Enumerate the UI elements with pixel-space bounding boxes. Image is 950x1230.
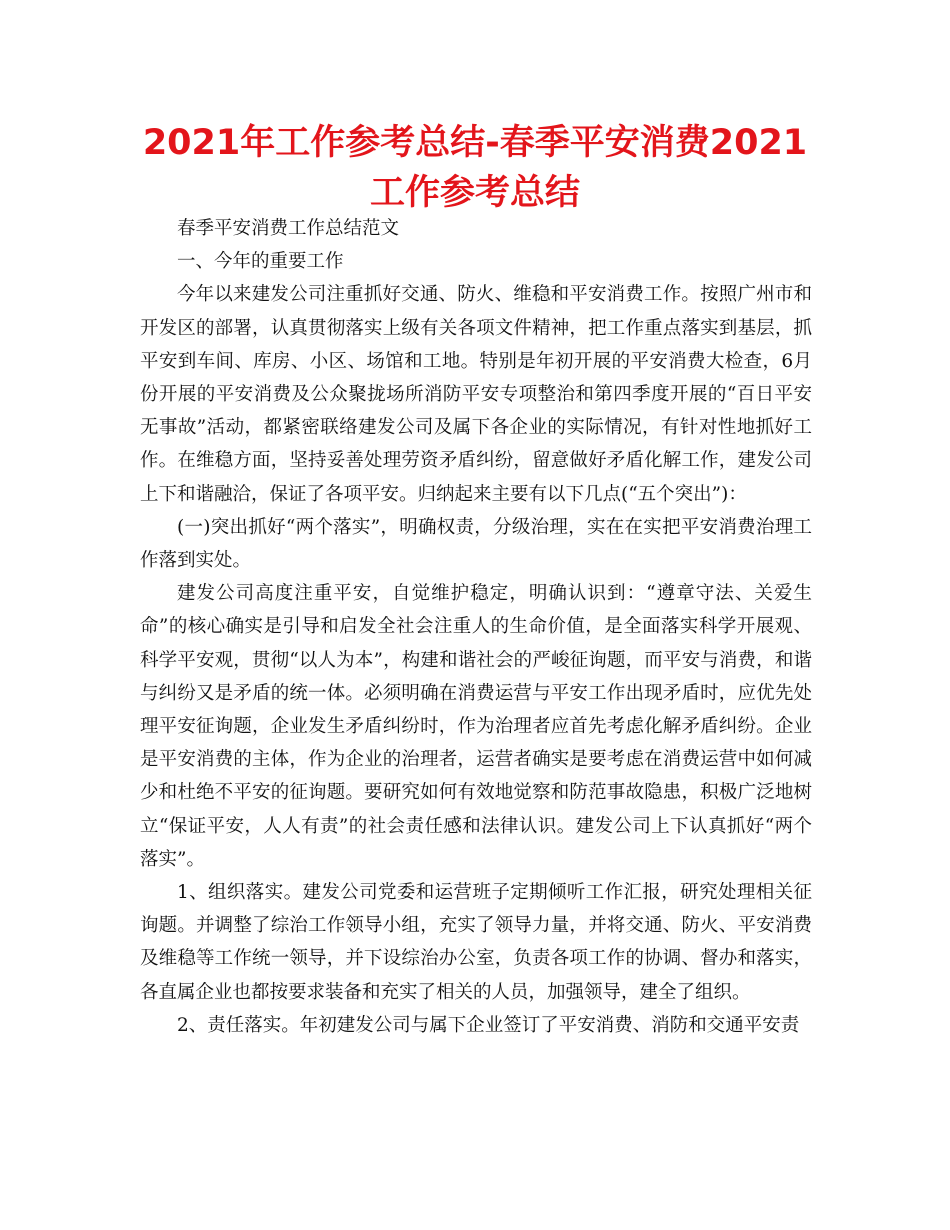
- body-paragraph: 1、组织落实。建发公司党委和运营班子定期倾听工作汇报，研究处理相关征询题。并调整了综治工作领导小组，充实了领导力量，并将交通、防火、平安消费及维稳等工作统一领导，并下设综治办公室，负责各项工作的协调、督办和落实，各直属企业也都按要求装备和充实了相关的人员，加强领导，建全了组织。: [140, 882, 812, 1003]
- subtitle-paragraph: 春季平安消费工作总结范文: [177, 218, 400, 239]
- body-paragraph: 今年以来建发公司注重抓好交通、防火、维稳和平安消费工作。按照广州市和开发区的部署，认真贯彻落实上级有关各项文件精神，把工作重点落实到基层，抓平安到车间、库房、小区、场馆和工地。特别是年初开展的平安消费大检查，6月份开展的平安消费及公众聚拢场所消防平安专项整治和第四季度开展的“百日平安无事故”活动，都紧密联络建发公司及属下各企业的实际情况，有针对性地抓好工作。在维稳方面，坚持妥善处理劳资矛盾纠纷，留意做好矛盾化解工作，建发公司上下和谐融洽，保证了各项平安。归纳起来主要有以下几点(“五个突出”)：: [140, 284, 812, 505]
- section-heading: 一、今年的重要工作: [177, 251, 344, 273]
- body-paragraph: 建发公司高度注重平安，自觉维护稳定，明确认识到：“遵章守法、关爱生命”的核心确实是引导和启发全社会注重人的生命价值，是全面落实科学开展观、科学平安观，贯彻“以人为本”，构建和谐社会的严峻征询题，而平安与消费，和谐与纠纷又是矛盾的统一体。必须明确在消费运营与平安工作出现矛盾时，应优先处理平安征询题，企业发生矛盾纠纷时，作为治理者应首先考虑化解矛盾纠纷。企业是平安消费的主体，作为企业的治理者，运营者确实是要考虑在消费运营中如何减少和杜绝不平安的征询题。要研究如何有效地觉察和防范事故隐患，积极广泛地树立“保证平安，人人有责”的社会责任感和法律认识。建发公司上下认真抓好“两个落实”。: [140, 583, 812, 870]
- document-title: 2021年工作参考总结-春季平安消费2021工作参考总结: [142, 123, 808, 213]
- document-body: [140, 212, 812, 1042]
- body-paragraph: 2、责任落实。年初建发公司与属下企业签订了平安消费、消防和交通平安责: [177, 1014, 800, 1036]
- body-paragraph: (一)突出抓好“两个落实”，明确权责，分级治理，实在在实把平安消费治理工作落到实处。: [140, 516, 812, 572]
